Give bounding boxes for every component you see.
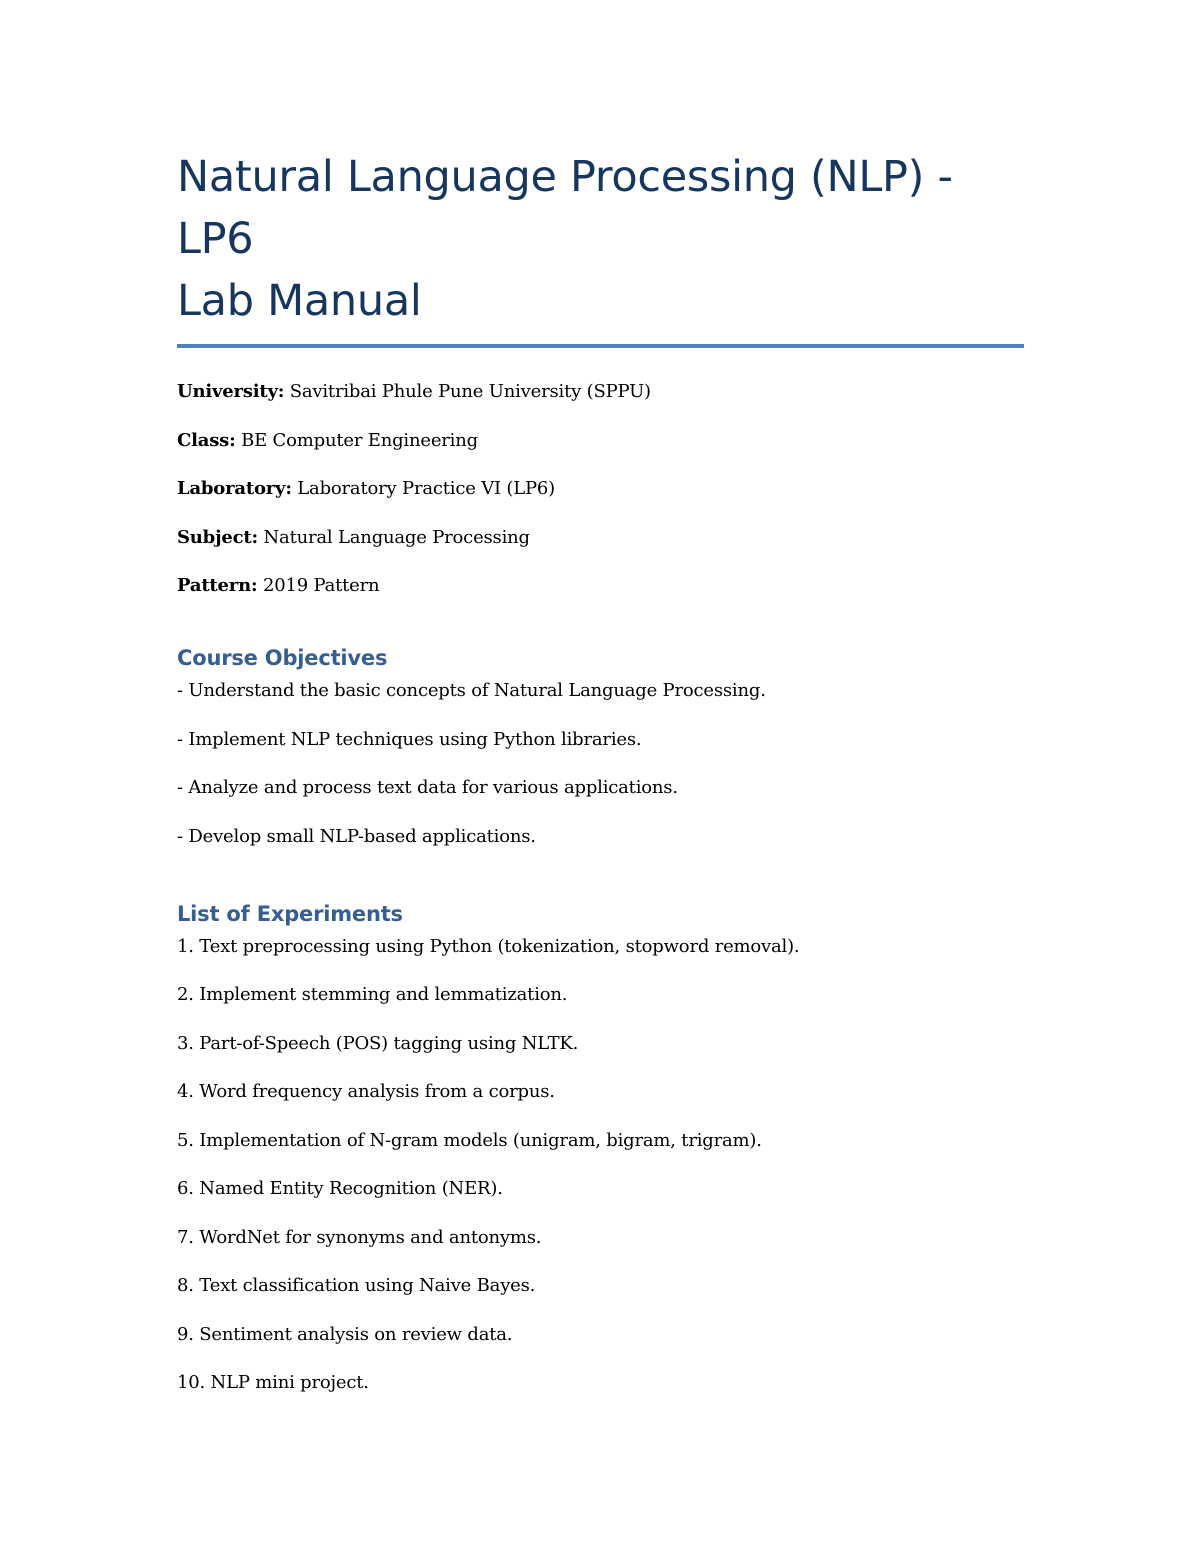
objective-item: - Implement NLP techniques using Python libraries.: [177, 728, 642, 750]
info-value: Savitribai Phule Pune University (SPPU): [284, 381, 651, 402]
course-info-list: [177, 380, 1024, 598]
objective-item: - Analyze and process text data for various applications.: [177, 777, 678, 798]
document-body: [177, 146, 1024, 1420]
document-title-line-2: Lab Manual: [177, 276, 422, 326]
info-key: Laboratory:: [177, 478, 292, 499]
experiment-item: 6. Named Entity Recognition (NER).: [177, 1178, 503, 1199]
experiments-list: [177, 935, 1024, 1396]
experiment-item: 9. Sentiment analysis on review data.: [177, 1323, 513, 1345]
info-class: [177, 429, 1024, 453]
info-key: Subject:: [177, 526, 258, 548]
info-university: [177, 380, 1024, 404]
info-subject: [177, 526, 1024, 550]
info-key: Class:: [177, 429, 236, 451]
experiment-item: 5. Implementation of N-gram models (unigram, bigram, trigram).: [177, 1129, 762, 1151]
info-key: University:: [177, 381, 285, 402]
title-underline-rule: [177, 344, 1024, 348]
experiment-item: 4. Word frequency analysis from a corpus.: [177, 1081, 555, 1102]
document-title: [177, 146, 1024, 332]
info-value: BE Computer Engineering: [235, 429, 478, 451]
document-title-line-1: Natural Language Processing (NLP) - LP6: [177, 152, 953, 264]
objective-item: - Understand the basic concepts of Natural Language Processing.: [177, 680, 766, 701]
experiment-item: 3. Part-of-Speech (POS) tagging using NLTK.: [177, 1032, 579, 1054]
info-value: 2019 Pattern: [257, 575, 380, 596]
info-value: Laboratory Practice VI (LP6): [291, 478, 555, 499]
course-objectives-list: [177, 679, 1024, 849]
info-value: Natural Language Processing: [257, 526, 530, 548]
info-pattern: [177, 574, 1024, 598]
experiment-item: 1. Text preprocessing using Python (tokenization, stopword removal).: [177, 935, 800, 957]
experiment-item: 7. WordNet for synonyms and antonyms.: [177, 1226, 542, 1248]
info-key: Pattern:: [177, 575, 258, 596]
info-laboratory: [177, 477, 1024, 501]
experiments-heading: List of Experiments: [177, 901, 403, 926]
objective-item: - Develop small NLP-based applications.: [177, 825, 536, 847]
experiment-item: 2. Implement stemming and lemmatization.: [177, 984, 568, 1005]
course-objectives-heading: Course Objectives: [177, 646, 388, 670]
experiment-item: 8. Text classification using Naive Bayes.: [177, 1275, 536, 1296]
experiment-item: 10. NLP mini project.: [177, 1372, 369, 1393]
